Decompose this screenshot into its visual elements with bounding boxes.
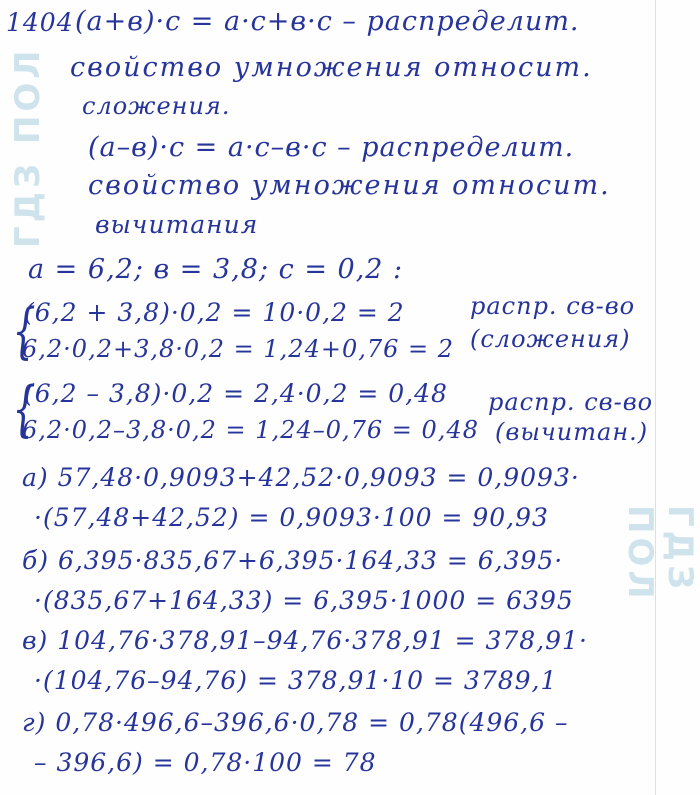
line-c-2: ·(104,76–94,76) = 378,91·10 = 3789,1 bbox=[34, 666, 558, 695]
brace-1: { bbox=[12, 296, 36, 366]
note-sum-1: распр. св-во bbox=[470, 292, 636, 320]
watermark-left: ГДЗ ПОЛ bbox=[8, 46, 48, 248]
note-diff-1: распр. св-во bbox=[488, 388, 654, 416]
problem-number: 1404 bbox=[6, 8, 74, 37]
line-b-1: б) 6,395·835,67+6,395·164,33 = 6,395· bbox=[22, 546, 564, 575]
watermark-right: ГДЗ ПОЛ bbox=[620, 505, 700, 603]
line-c-1: в) 104,76·378,91–94,76·378,91 = 378,91· bbox=[22, 626, 588, 655]
line-2: свойство умножения относит. bbox=[70, 52, 593, 83]
given-values: a = 6,2; в = 3,8; c = 0,2 : bbox=[28, 254, 404, 285]
line-6: вычитания bbox=[95, 210, 259, 239]
line-a-1: а) 57,48·0,9093+42,52·0,9093 = 0,9093· bbox=[22, 463, 580, 492]
line-4: (a–в)·c = a·c–в·c – распределит. bbox=[88, 132, 575, 163]
line-g-1: г) 0,78·496,6–396,6·0,78 = 0,78(496,6 – bbox=[22, 708, 569, 737]
brace-2: { bbox=[12, 374, 36, 444]
line-sum-1: (6,2 + 3,8)·0,2 = 10·0,2 = 2 bbox=[24, 298, 405, 327]
line-3: сложения. bbox=[82, 92, 231, 120]
note-sum-2: (сложения) bbox=[470, 325, 631, 353]
margin-line bbox=[655, 0, 656, 795]
line-1: (a+в)·c = a·c+в·c – распределит. bbox=[75, 6, 580, 37]
note-diff-2: (вычитан.) bbox=[495, 418, 649, 446]
line-diff-2: 6,2·0,2–3,8·0,2 = 1,24–0,76 = 0,48 bbox=[22, 416, 479, 444]
line-sum-2: 6,2·0,2+3,8·0,2 = 1,24+0,76 = 2 bbox=[22, 335, 455, 363]
line-a-2: ·(57,48+42,52) = 0,9093·100 = 90,93 bbox=[34, 503, 549, 532]
line-5: свойство умножения относит. bbox=[88, 170, 611, 201]
line-diff-1: (6,2 – 3,8)·0,2 = 2,4·0,2 = 0,48 bbox=[24, 379, 448, 408]
line-b-2: ·(835,67+164,33) = 6,395·1000 = 6395 bbox=[34, 586, 574, 615]
line-g-2: – 396,6) = 0,78·100 = 78 bbox=[34, 748, 377, 777]
